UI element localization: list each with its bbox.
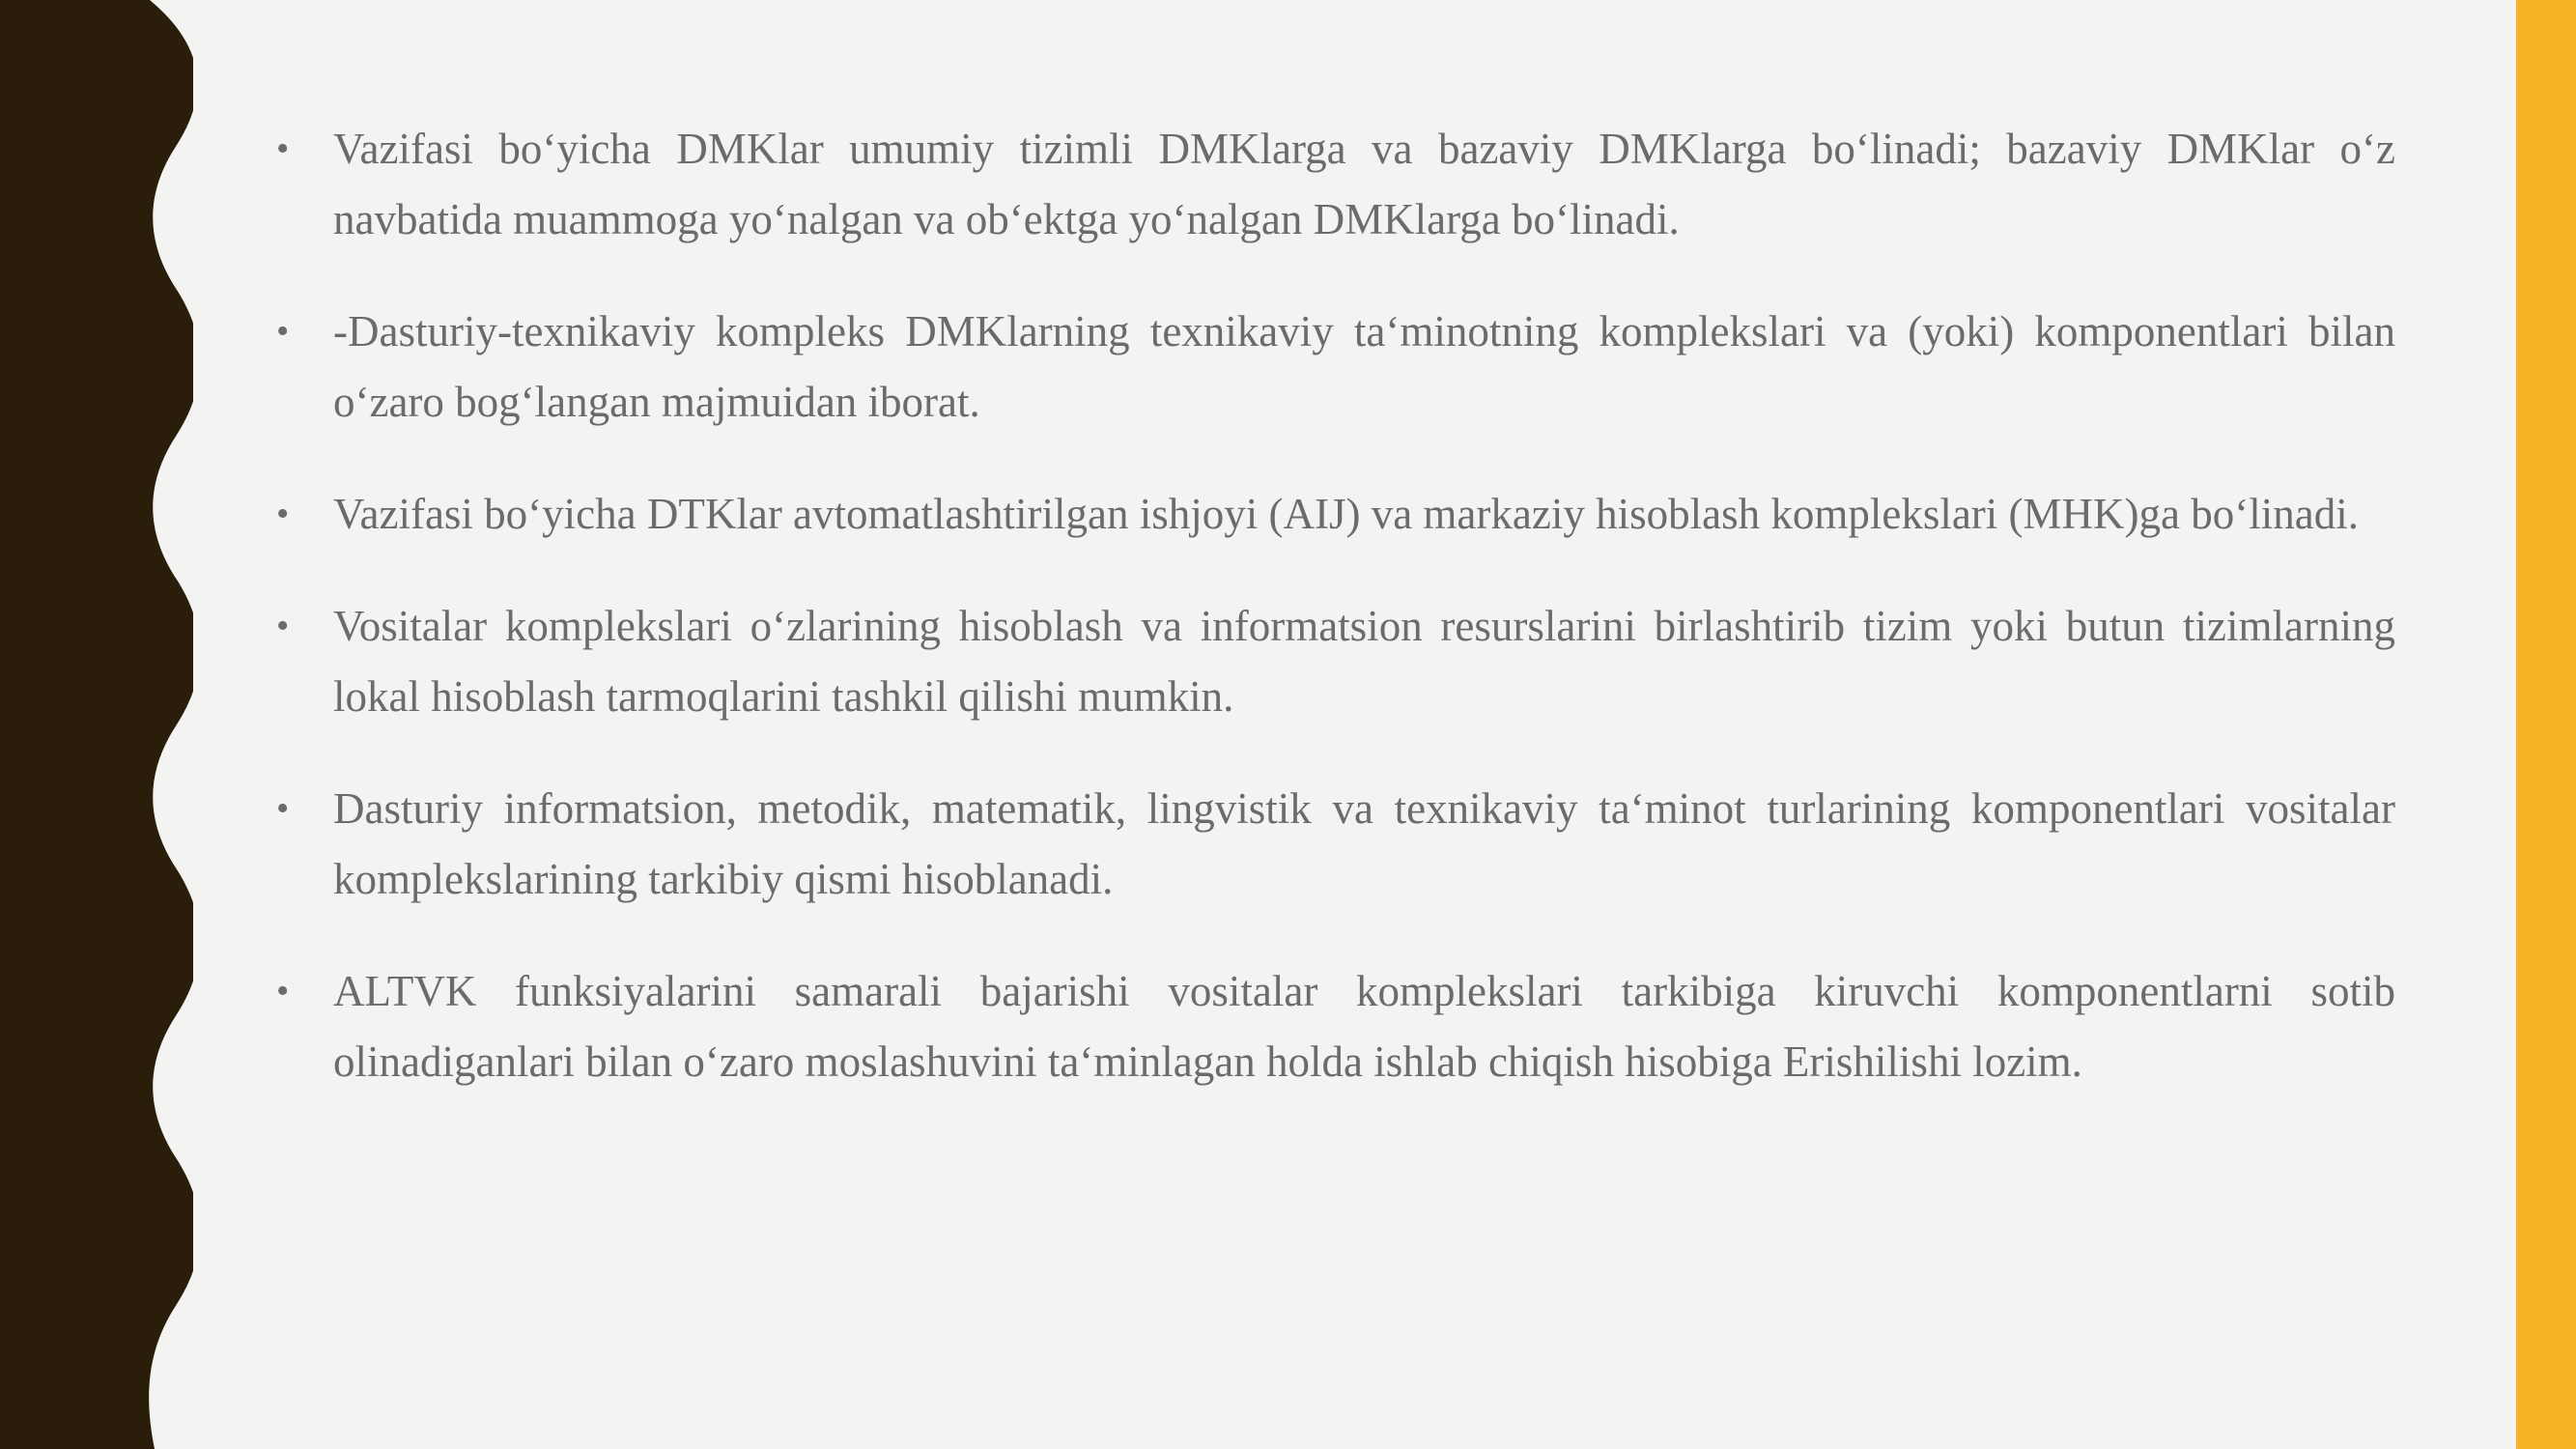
bullet-icon: • [276,971,290,1011]
bullet-list [276,114,2395,1097]
wave-shape [0,0,193,1449]
list-item [276,297,2395,438]
slide-content [276,114,2395,1139]
bullet-icon: • [276,128,290,169]
list-item [276,479,2395,550]
decorative-wave-band [0,0,193,1449]
bullet-text: ALTVK funksiyalarini samarali bajarishi vositalar komplekslari tarkibiga kiruvchi komponentlarni sotib olinadiganlari bilan o‘zaro moslashuvini ta‘minlagan holda ishlab chiqish hisobiga Erishilishi lozim. [333,967,2395,1086]
list-item [276,591,2395,732]
bullet-text: Vositalar komplekslari o‘zlarining hisoblash va informatsion resurslarini birlashtirib tizim yoki butun tizimlarning lokal hisoblash tarmoqlarini tashkil qilishi mumkin. [333,602,2395,721]
bullet-icon: • [276,311,290,352]
bullet-text: Vazifasi bo‘yicha DMKlar umumiy tizimli DMKlarga va bazaviy DMKlarga bo‘linadi; bazaviy DMKlar o‘z navbatida muammoga yo‘nalgan va ob‘ektga yo‘nalgan DMKlarga bo‘linadi. [333,125,2395,243]
list-item [276,114,2395,255]
list-item [276,774,2395,915]
bullet-icon: • [276,494,290,534]
bullet-icon: • [276,606,290,646]
bullet-icon: • [276,788,290,829]
bullet-text: -Dasturiy-texnikaviy kompleks DMKlarning texnikaviy ta‘minotning komplekslari va (yoki) komponentlari bilan o‘zaro bog‘langan majmuidan iborat. [333,307,2395,426]
accent-bar [2516,0,2576,1449]
bullet-text: Vazifasi bo‘yicha DTKlar avtomatlashtirilgan ishjoyi (AIJ) va markaziy hisoblash komplekslari (MHK)ga bo‘linadi. [333,490,2359,538]
list-item [276,956,2395,1097]
bullet-text: Dasturiy informatsion, metodik, matematik, lingvistik va texnikaviy ta‘minot turlarining komponentlari vositalar komplekslarining tarkibiy qismi hisoblanadi. [333,784,2395,903]
